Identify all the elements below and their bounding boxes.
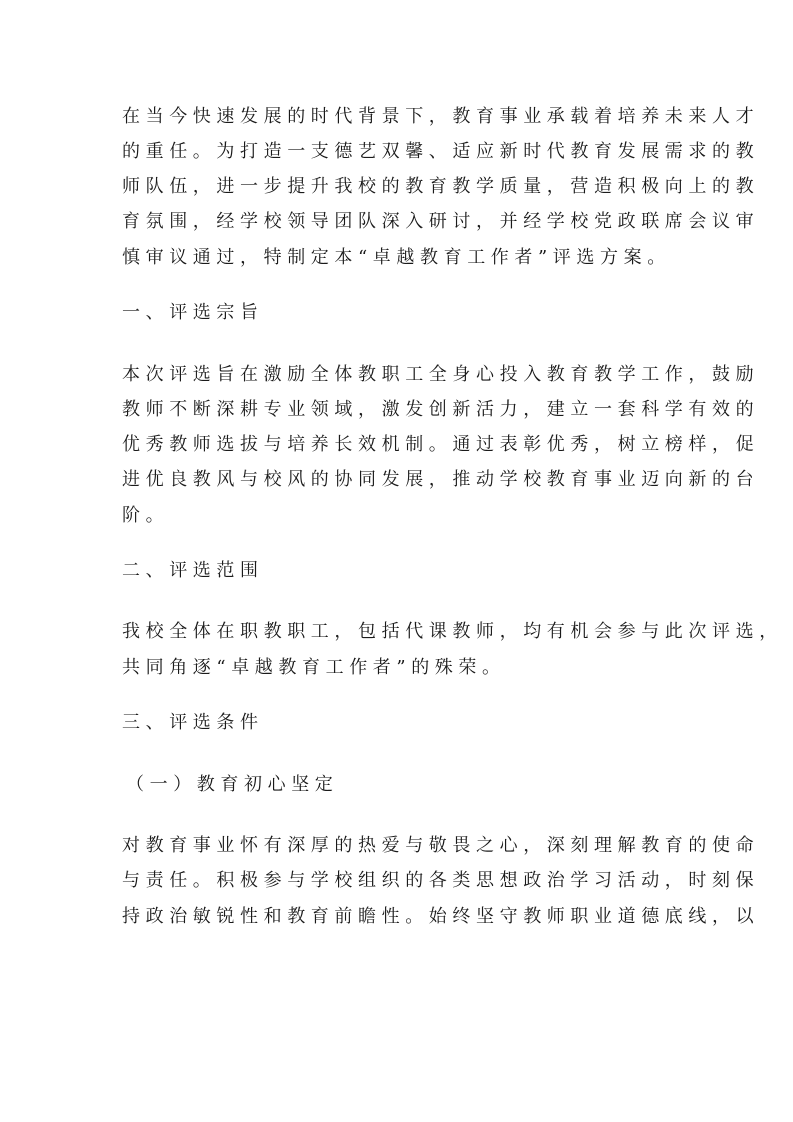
- text-line: 我校全体在职教职工，包括代课教师，均有机会参与此次评选，: [122, 621, 783, 642]
- section-heading-criteria: 三、评选条件: [122, 712, 264, 733]
- text-line: 师队伍，进一步提升我校的教育教学质量，营造积极向上的教: [122, 176, 760, 197]
- text-line: 慎审议通过，特制定本“卓越教育工作者”评选方案。: [122, 247, 671, 268]
- text-line: 优秀教师选拔与培养长效机制。通过表彰优秀，树立榜样，促: [122, 434, 760, 455]
- text-line: 阶。: [122, 505, 170, 526]
- text-line: 与责任。积极参与学校组织的各类思想政治学习活动，时刻保: [122, 870, 760, 891]
- text-line: 育氛围，经学校领导团队深入研讨，并经学校党政联席会议审: [122, 211, 760, 232]
- text-line: 共同角逐“卓越教育工作者”的殊荣。: [122, 657, 506, 678]
- text-line: 持政治敏锐性和教育前瞻性。始终坚守教师职业道德底线，以: [122, 906, 760, 927]
- section-heading-purpose: 一、评选宗旨: [122, 302, 264, 323]
- text-line: 进优良教风与校风的协同发展，推动学校教育事业迈向新的台: [122, 469, 760, 490]
- subsection-heading-commitment: （一）教育初心坚定: [126, 774, 339, 795]
- text-line: 在当今快速发展的时代背景下，教育事业承载着培养未来人才: [122, 106, 760, 127]
- section-heading-scope: 二、评选范围: [122, 560, 264, 581]
- text-line: 教师不断深耕专业领域，激发创新活力，建立一套科学有效的: [122, 399, 760, 420]
- text-line: 对教育事业怀有深厚的热爱与敬畏之心，深刻理解教育的使命: [122, 835, 760, 856]
- text-line: 的重任。为打造一支德艺双馨、适应新时代教育发展需求的教: [122, 141, 760, 162]
- text-line: 本次评选旨在激励全体教职工全身心投入教育教学工作，鼓励: [122, 364, 760, 385]
